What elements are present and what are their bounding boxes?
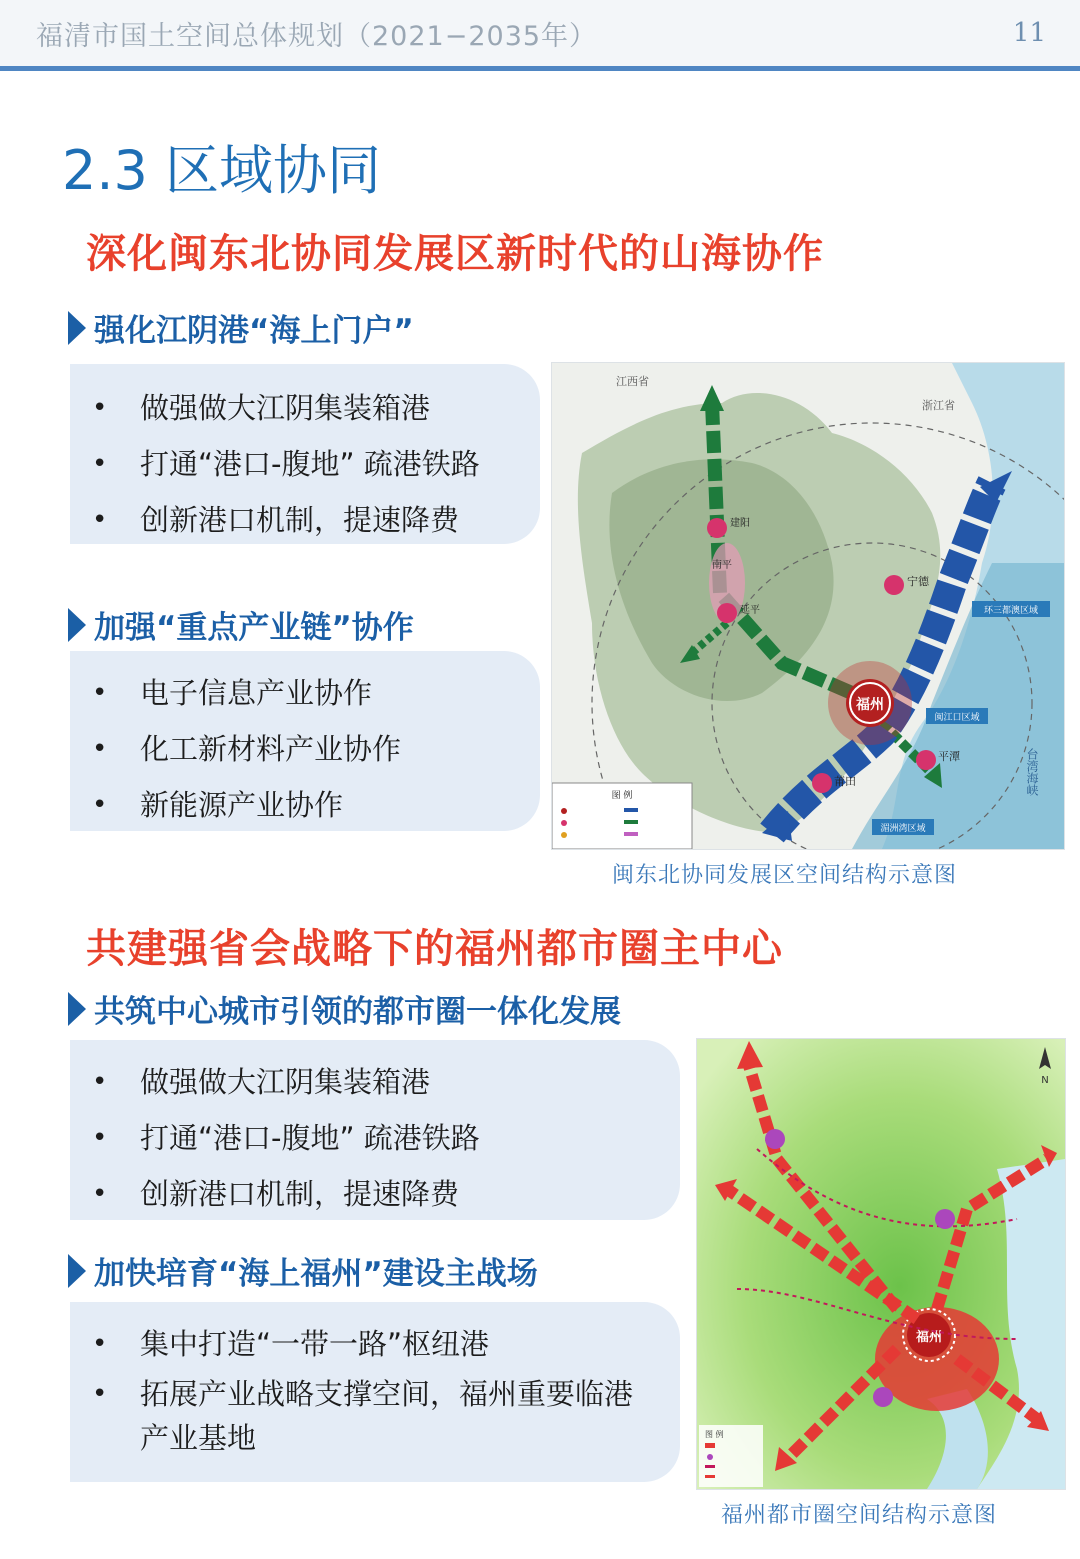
- list-item: • 化工新材料产业协作: [70, 721, 540, 777]
- map-label-ningde: 宁德: [907, 575, 929, 588]
- metro-map-label-fuzhou: 福州: [915, 1330, 943, 1345]
- regional-map-graphic: [552, 363, 1064, 849]
- header-divider: [0, 66, 1080, 71]
- list-item: • 创新港口机制，提速降费: [70, 1166, 680, 1222]
- map-label-taiwan-strait: 台湾海峡: [1025, 748, 1039, 796]
- map-label-jianyang: 建阳: [730, 518, 750, 529]
- list-item: • 做强做大江阴集装箱港: [70, 1054, 680, 1110]
- map-label-nanping: 南平: [712, 560, 732, 571]
- list-item: • 新能源产业协作: [70, 777, 540, 833]
- part2-sub2-panel: [70, 1302, 680, 1482]
- metro-structure-map: [696, 1038, 1066, 1490]
- north-arrow-label: N: [1041, 1075, 1049, 1086]
- part1-sub2-panel: [70, 651, 540, 831]
- document-title: 福清市国土空间总体规划（2021−2035年）: [36, 21, 598, 52]
- map-label-jiangxi: 江西省: [616, 375, 649, 388]
- chevron-right-icon: [68, 992, 86, 1026]
- part1-sub1-heading-text: 强化江阴港“海上门户”: [94, 313, 414, 349]
- part2-sub2-heading-text: 加快培育“海上福州”建设主战场: [94, 1256, 538, 1292]
- part2-sub1-heading: [68, 986, 621, 1031]
- map-label-yanping: 延平: [740, 605, 760, 616]
- regional-structure-map: [551, 362, 1065, 850]
- list-item: • 打通“港口-腹地” 疏港铁路: [70, 1110, 680, 1166]
- list-item: • 集中打造“一带一路”枢纽港: [70, 1316, 680, 1372]
- part2-heading: 共建强省会战略下的福州都市圈主中心: [86, 926, 783, 972]
- part2-sub2-heading: [68, 1248, 538, 1293]
- map-label-fuzhou: 福州: [856, 697, 884, 713]
- map-label-sanduao: 环三都澳区域: [983, 606, 1039, 616]
- section-title: 2.3 区域协同: [62, 139, 382, 202]
- map1-caption: 闽东北协同发展区空间结构示意图: [612, 863, 958, 888]
- metro-map-legend-title: 图 例: [705, 1430, 724, 1439]
- metro-map-graphic: [697, 1039, 1065, 1489]
- chevron-right-icon: [68, 608, 86, 642]
- part2-sub1-panel: [70, 1040, 680, 1220]
- list-item: • 打通“港口-腹地” 疏港铁路: [70, 436, 540, 492]
- page-number: 11: [1012, 18, 1046, 48]
- page-header: [0, 0, 1080, 66]
- list-item: • 创新港口机制，提速降费: [70, 492, 540, 548]
- map2-caption: 福州都市圈空间结构示意图: [721, 1503, 998, 1528]
- part1-sub2-heading-text: 加强“重点产业链”协作: [94, 610, 414, 646]
- map-legend-title: 图 例: [611, 791, 633, 801]
- map-label-pingtan: 平潭: [938, 750, 960, 763]
- list-item: • 拓展产业战略支撑空间，福州重要临港产业基地: [70, 1372, 680, 1460]
- part1-heading: 深化闽东北协同发展区新时代的山海协作: [86, 231, 824, 277]
- part2-sub1-heading-text: 共筑中心城市引领的都市圈一体化发展: [94, 994, 621, 1030]
- list-item: • 做强做大江阴集装箱港: [70, 380, 540, 436]
- part1-sub1-heading: [68, 305, 414, 350]
- part1-sub2-heading: [68, 602, 414, 647]
- map-label-zhejiang: 浙江省: [922, 399, 955, 412]
- chevron-right-icon: [68, 311, 86, 345]
- map-label-putian: 莆田: [834, 775, 856, 788]
- chevron-right-icon: [68, 1254, 86, 1288]
- list-item: • 电子信息产业协作: [70, 665, 540, 721]
- map-label-meizhouwan: 湄洲湾区域: [880, 824, 926, 834]
- part1-sub1-panel: [70, 364, 540, 544]
- map-label-minjiangkou: 闽江口区域: [934, 713, 980, 723]
